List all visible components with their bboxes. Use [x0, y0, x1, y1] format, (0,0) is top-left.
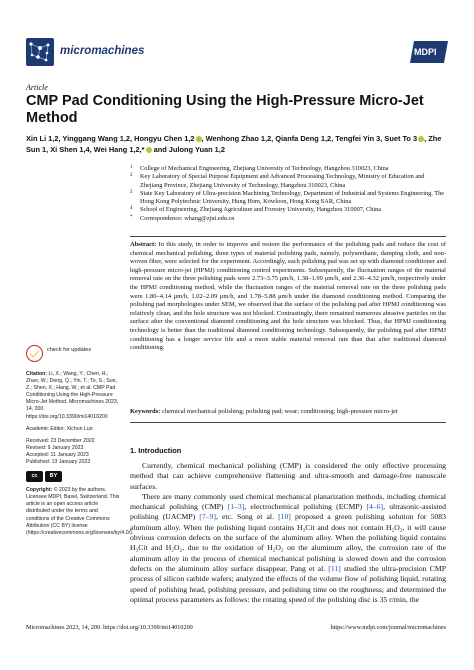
article-title: CMP Pad Conditioning Using the High-Pressure Micro-Jet Method [26, 93, 424, 126]
divider [130, 422, 446, 423]
citation-link[interactable]: [4–6] [366, 502, 384, 512]
abstract-text: In this study, in order to improve and restore the performance of the polishing pads and reduce the cost of chemical mechanical polishing, three types of material polishing pads, namely, polyurethane, damping cloth, and non-woven fiber, were selected for the experiment. Accordingly, each polishing pad was set up with diamond conditioner and high-pressure micro-jet (HPMJ) conditioning control experiments. Subsequently, the fluctuation ranges of the material removal rate on the three polishing pads were 2.73–3.75 μm/h, 1.38–1.99 μm/h, and 2.36–4.32 μm/h, respectively under the HPMJ conditioning method, while the fluctuation ranges of the material removal rate on the three polishing pads were 1.80–4.14 μm/h, 1.02–2.09 μm/h, and 1.78–5.88 μm/h under the diamond conditioning method. Comparing the polishing pad morphologies under SEM, we observed that the surface of the polishing pad after HPMJ conditioning was relatively clean, and the hole structure was not blocked. Contrastingly, there remained numerous abrasive particles on the surface after the conventional diamond conditioning and the hole structure was blocked. Thus, the HPMJ conditioning technology is better than the traditional diamond conditioning technology. Subsequently, the polishing pad after HPMJ conditioning has a longer service life and a more stable material removal rate than that after traditional diamond conditioning. [130, 241, 446, 352]
check-updates-label: check for updates [47, 347, 92, 353]
journal-header [26, 38, 448, 68]
divider [130, 236, 446, 237]
abstract [130, 241, 446, 353]
paragraph: Currently, chemical mechanical polishing (CMP) is considered the only effective processing method that can achieve comprehensive flattening and ultra-smooth and damage-free nanoscale surfaces. [130, 461, 446, 491]
journal-name: micromachines [60, 45, 145, 57]
affiliations [130, 165, 446, 223]
article-type: Article [26, 83, 48, 92]
check-updates-icon [26, 345, 43, 362]
author-list [26, 133, 446, 155]
paragraph: There are many commonly used chemical mechanical planarization methods, including chemical mechanical polishing (CMP) [1–3], electrochemical polishing (ECMP) [4–6], ultrasonic-assisted polishing (UACMP) [7–9], etc. Song et al. [10] proposed a green polishing solution for 5083 aluminum alloy. When the polishing liquid contains H₃Cit and does not contain H₂O₂, it will cause obvious corrosion defects on the surface of the aluminum alloy. When the polishing liquid contains H₃Cit and H₂O₂, due to the oxidation of H₂O₂ on the aluminum alloy, the corrosion rate of the aluminum alloy in the process of chemical mechanical polishing is slowed down and the corrosion defects on the aluminum alloy surface disappear. Pang et al. [11] studied the ultra-precision CMP process of silicon carbide wafers; analyzed the effects of the volume flow of polishing liquid, rotating speed of polishing head, polishing pressure, and polishing time on the roughness; and determined the optimal process parameters as follows: the rotating speed of the polishing disc is 35 r/min, the [130, 491, 447, 604]
affiliation-item: 2 Key Laboratory of Special Purpose Equipment and Advanced Processing Technology, Ministry of Education and Zhejiang Province, Zhejiang University of Technology, Hangzhou 310023, China [130, 173, 425, 189]
footer-journal-link[interactable]: https://www.mdpi.com/journal/micromachines [330, 624, 446, 631]
section-heading: 1. Introduction [130, 446, 182, 455]
authors-part-4: and Julong Yuan 1,2 [151, 145, 225, 154]
cc-icon: cc [26, 471, 43, 482]
by-icon: BY [45, 471, 62, 482]
authors-part-1: Xin Li 1,2, Yinggang Wang 1,2, Hongyu Chen 1,2 [26, 134, 195, 143]
authors-part-3: , Zhe Sun 1, Xi Shen 1,4, Wei Hang 1,2,* [26, 134, 442, 154]
academic-editor: Academic Editor: Xichun Luo [26, 425, 93, 432]
mdpi-logo [410, 41, 448, 63]
copyright: Copyright: © 2023 by the authors. Licensee MDPI, Basel, Switzerland. This article is an open access article distributed under the terms and conditions of the Creative Commons Attribution (CC BY) license (https://creativecommons.org/licenses/by/4.0/). [26, 487, 134, 536]
citation-link[interactable]: [11] [328, 563, 341, 573]
introduction-body [130, 461, 446, 605]
citation-link[interactable]: [1–3] [227, 502, 245, 512]
keywords [130, 408, 446, 417]
published-date: Published: 13 January 2023 [26, 459, 91, 466]
keywords-label: Keywords: [130, 408, 161, 415]
keywords-text: chemical mechanical polishing; polishing pad; wear; conditioning; high-pressure micro-jet [161, 408, 398, 415]
citation: Citation: Li, X.; Wang, Y.; Chen, H.; Zhao, W.; Deng, Q.; Yin, T.; To, S.; Sun, Z.; Shen, X.; Hang, W.; et al. CMP Pad Conditioning Using the High-Pressure Micro-Jet Method. Micromachines 2023, 14, 200. https://doi.org/10.3390/mi14010200 [26, 371, 119, 420]
affiliation-item: 3 State Key Laboratory of Ultra-precision Machining Technology, Department of Industrial and Systems Engineering, The Hong Kong Polytechnic University, Hung Hom, Kowloon, Hong Kong SAR, China [130, 189, 445, 206]
authors-part-2: , Wenhong Zhao 1,2, Qianfa Deng 1,2, Tengfei Yin 3, Suet To 3 [201, 134, 418, 143]
citation-link[interactable]: [7–9] [199, 512, 216, 522]
affiliation-item: 1 College of Mechanical Engineering, Zhejiang University of Technology, Hangzhou 310023, China [130, 165, 389, 172]
accepted-date: Accepted: 11 January 2023 [26, 451, 89, 458]
abstract-label: Abstract: [130, 241, 157, 248]
mdpi-text: MDPI [414, 47, 437, 57]
check-for-updates-button[interactable] [26, 344, 121, 364]
citation-link[interactable]: [10] [278, 512, 291, 522]
cc-by-license-icon[interactable] [26, 471, 121, 482]
revised-date: Revised: 9 January 2023 [26, 444, 84, 451]
received-date: Received: 23 December 2022 [26, 437, 95, 444]
journal-logo-icon [26, 38, 54, 66]
correspondence: * Correspondence: whang@zjut.edu.cn [130, 214, 235, 222]
footer-citation[interactable]: Micromachines 2023, 14, 200. https://doi.org/10.3390/mi14010200 [26, 624, 193, 631]
page-footer [26, 624, 446, 631]
affiliation-item: 4 School of Engineering, Zhejiang Agriculture and Forestry University, Hangzhou 310007, China [130, 206, 382, 214]
article-sidebar [26, 344, 134, 537]
